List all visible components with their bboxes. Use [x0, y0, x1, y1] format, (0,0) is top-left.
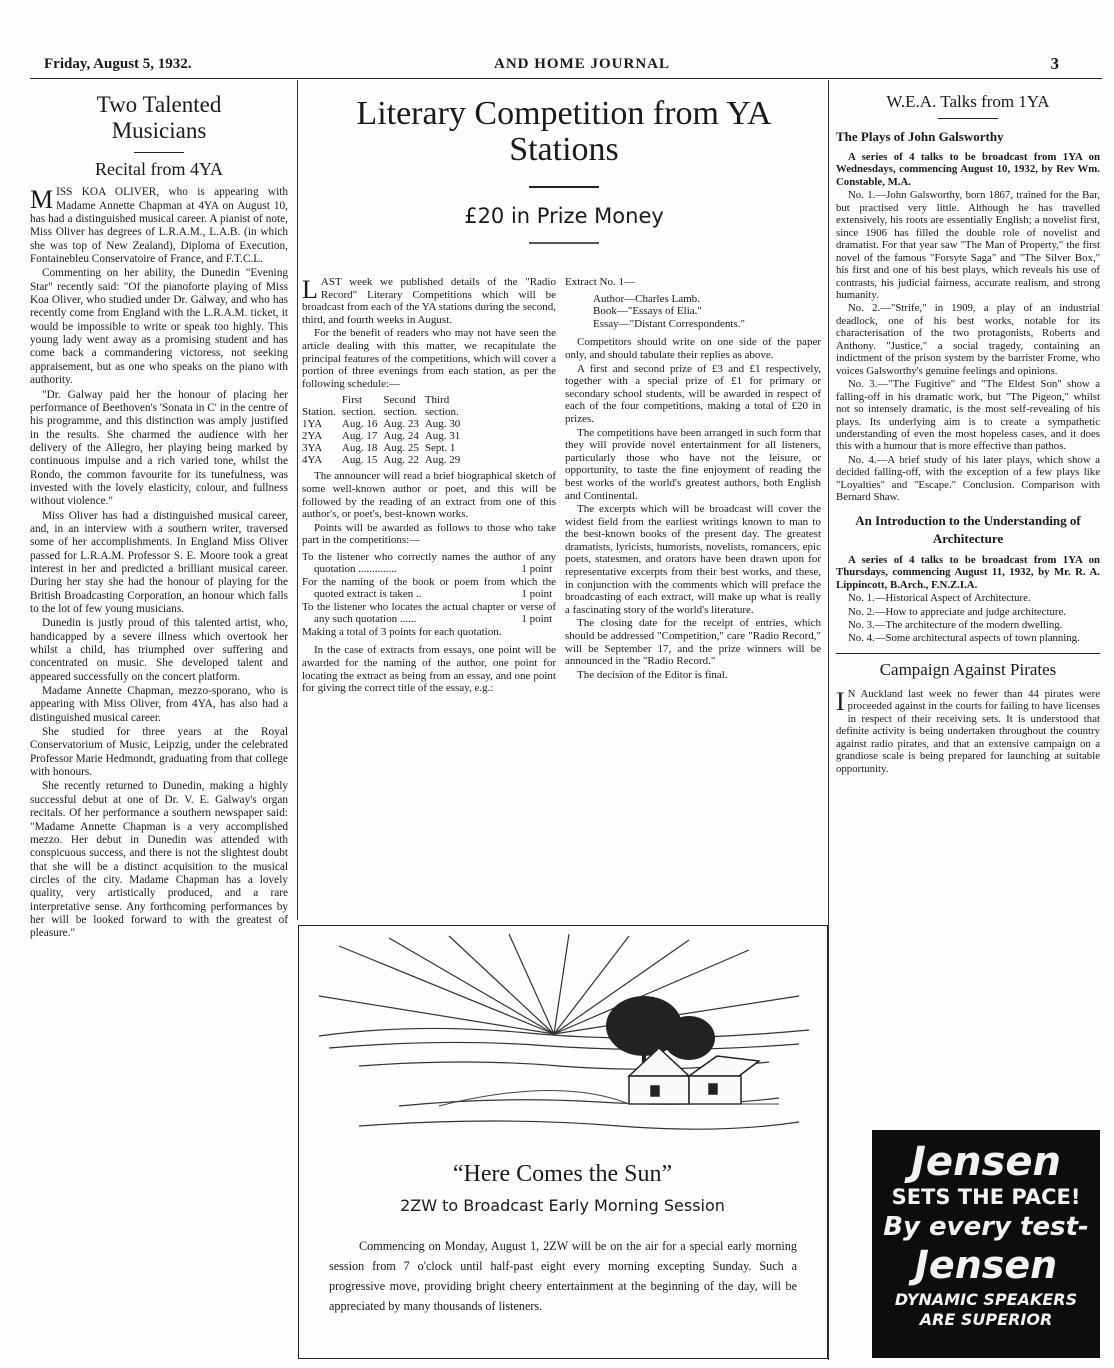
paragraph: Competitors should write on one side of the paper only, and should tabulate their replies as above.: [565, 336, 821, 361]
series-intro: A series of 4 talks to be broadcast from 1YA on Wednesdays, commencing August 10, 1932, by Rev Wm. Constable, M.A.: [836, 151, 1100, 188]
points-description: For the naming of the book or poem from which the quoted extract is taken ..: [302, 575, 556, 601]
paragraph: The announcer will read a brief biographical sketch of some well-known author or poet, and this will be followed by the reading of an extract from one of this author's, or poet's, best-known works.: [302, 470, 556, 521]
talk-item: No. 1.—John Galsworthy, born 1867, trained for the Bar, but practised very little. Although he has travelled extensively, his roots are essentially English; a novelist first, since 1906 has filled the double role of novelist and dramatist. For that year saw "The Man of Property," the first novel of the famous "Forsyte Saga" and "The Silver Box," his first and one of his best plays, which reveals his use of contrasts, his judicial fairness, accurate realism, and strong humanity.: [836, 189, 1100, 301]
paragraph: Miss Oliver has had a distinguished musical career, and, in an interview with a southern writer, traversed some of her accomplishments. In England Miss Oliver passed for L.R.A.M. Professor S. E. Moore took a great interest in her and predicted a brilliant musical career. During her stay she had the honour of playing for the British Broadcasting Corporation, an honour which falls to the lot of few young musicians.: [30, 509, 288, 615]
here-comes-the-sun-box: [298, 925, 828, 1359]
extract-line: Author—Charles Lamb.: [593, 292, 700, 305]
paragraph: ISS KOA OLIVER, who is appearing with Madame Annette Chapman at 4YA on August 10, has had a distinguished musical career. A pianist of note, Miss Oliver has degrees of L.R.A.M., L.A.B. (in which she was top of New Zealand), Diploma of Execution, Fontainebleu Conservatoire of France, and F.T.C.L.: [30, 186, 288, 266]
page-number: 3: [1050, 54, 1059, 73]
issue-date: Friday, August 5, 1932.: [44, 56, 192, 72]
box-title: “Here Comes the Sun”: [452, 1161, 673, 1187]
paragraph: Commenting on her ability, the Dunedin "Evening Star" recently said: "Of the pianoforte playing of Miss Koa Oliver, who studied under Dr. Galway, and who has recently come from England with the L.R.A.M. ticket, it would be impossible to write or speak too highly. This young lady went away as a promising student and has come back a commandering victoress, not seeking appraisement, but as one who speaks on the piano with authority.: [30, 267, 288, 387]
journal-title: AND HOME JOURNAL: [494, 56, 670, 72]
article-title: Two Talented Musicians: [96, 92, 222, 143]
competition-column-1: [302, 276, 556, 696]
points-description: To the listener who locates the actual chapter or verse of any such quotation ......: [302, 600, 556, 626]
points-value: 1 point: [521, 563, 553, 576]
table-row: [302, 454, 466, 466]
table-cell: Aug. 29: [424, 454, 461, 467]
paragraph: Points will be awarded as follows to those who take part in the competitions:—: [302, 521, 556, 547]
brand-logo: Jensen: [911, 1139, 1061, 1185]
table-cell: Aug. 22: [383, 454, 419, 467]
advert-line: DYNAMIC SPEAKERS: [894, 1290, 1078, 1309]
table-row: [302, 418, 466, 430]
paragraph: The decision of the Editor is final.: [577, 668, 728, 681]
advert-line: By every test-: [883, 1212, 1089, 1242]
talk-item: No. 2.—"Strife," in 1909, a play of an industrial deadlock, one of his best works, notable for its characterisation of the two protagonists, Roberts and Anthony. "Justice," a social tragedy, containing an indictment of the prison system by the barrister Frome, who voices Galsworthy's genuine feelings and opinions.: [836, 302, 1100, 377]
title-rule: [134, 152, 184, 153]
table-cell: Aug. 30: [424, 418, 461, 431]
extract-line: Essay—"Distant Correspondents.": [593, 317, 745, 330]
talk-item: No. 1.—Historical Aspect of Architecture.: [848, 592, 1031, 605]
table-cell: 2YA: [302, 430, 323, 443]
paragraph: N Auckland last week no fewer than 44 pirates were proceeded against in the courts for failing to have licenses in respect of their receiving sets. It is understood that definite activity is being undertaken throughout the country against radio pirates, and that an extensive campaign on a grandiose scale is being prepared for launching at suitable opportunity.: [836, 687, 1100, 775]
table-cell: Aug. 25: [383, 442, 419, 455]
points-description: To the listener who correctly names the author of any quotation ..............: [302, 550, 556, 576]
paragraph: A first and second prize of £3 and £1 respectively, together with a special prize of £1 for primary or secondary school students, will be awarded in respect of each of the four competitions, making a total of £20 in prizes.: [565, 362, 821, 425]
table-cell: Aug. 18: [341, 442, 378, 455]
advert-line: SETS THE PACE!: [891, 1185, 1081, 1209]
title-rule: [938, 118, 998, 119]
article-literary-competition-header: [305, 96, 823, 244]
paragraph: She recently returned to Dunedin, making a highly successful debut at one of Dr. V. E. Galway's organ recitals. Of her performance a southern newspaper said: "Madame Annette Chapman is a very accomplished mezzo. Her debut in Dunedin was attended with conspicuous success, and there is not the slightest doubt that she will be a distinct acquisition to the musical circles of the city. Madame Chapman has a lovely quality, very artistically produced, and a rare interpretative sense. Any forthcoming performances by her will be looked forward to with the greatest of pleasure.": [30, 780, 288, 940]
table-header: First: [341, 394, 363, 407]
paragraph: The competitions have been arranged in such form that they will provide novel entertainment for all listeners, particularly those who have not the leisure, or opportunity, to taste the fine enjoyment of reading the best works of the world's greatest authors, both English and Continental.: [565, 426, 821, 502]
points-value: 1 point: [521, 588, 553, 601]
drop-cap: I: [836, 686, 845, 716]
points-list: [302, 551, 556, 639]
article-subtitle: £20 in Prize Money: [464, 204, 664, 228]
table-cell: 1YA: [302, 418, 323, 431]
title-rule: [529, 186, 599, 188]
box-body: Commencing on Monday, August 1, 2ZW will be on the air for a special early morning session from 7 o'clock until half-past eight every morning excepting Sunday. Such a progressive move, providing bright cheery entertainment at the beginning of the day, will be appreciated by many thousands of listeners.: [329, 1239, 797, 1313]
table-cell: 3YA: [302, 442, 323, 455]
drop-cap: L: [302, 275, 318, 304]
table-row: [302, 430, 466, 442]
brand-logo: Jensen: [914, 1243, 1058, 1287]
article-two-talented-musicians: [30, 92, 288, 942]
paragraph: Dunedin is justly proud of this talented artist, who, handicapped by a severe illness which overtook her whilst a child, has triumphed over suffering and concentrated on music. She developed talent and appeared successfully on the concert platform.: [30, 617, 288, 683]
advert-line: ARE SUPERIOR: [919, 1310, 1053, 1329]
column-divider: [828, 80, 829, 1360]
paragraph: For the benefit of readers who may not have seen the article dealing with this matter, we recapitulate the principal features of the competitions, which will cover a portion of three evenings from each station, as per the following schedule:—: [302, 327, 556, 390]
article-subtitle: Recital from 4YA: [95, 159, 223, 179]
table-row: [302, 442, 466, 454]
right-column: [836, 92, 1100, 776]
points-value: 1 point: [521, 613, 553, 626]
table-header: section.: [383, 406, 418, 419]
table-cell: Aug. 23: [383, 418, 419, 431]
extract-line: Book—"Essays of Elia.": [593, 305, 702, 318]
paragraph: In the case of extracts from essays, one point will be awarded for the naming of the author, one point for locating the extract as being from an essay, and one point for giving the correct title of the essay, e.g.:: [302, 644, 556, 695]
table-cell: Aug. 15: [341, 454, 378, 467]
table-cell: 4YA: [302, 454, 323, 467]
subtitle-rule: [529, 242, 599, 244]
table-cell: Aug. 31: [424, 430, 461, 443]
paragraph: "Dr. Galway paid her the honour of placing her performance of Beethoven's 'Sonata in C' in the centre of his programme, and this distinction was amply justified in the results. She charmed the audience with her delivery of the Allegro, her playing being marked by continuous impulse and a rich varied tone, whilst the Rondo, the common favourite for its tunefulness, was invested with the lovely elasticity, colour, and fullness without violence.": [30, 388, 288, 508]
points-item: [302, 551, 556, 576]
table-header: section.: [341, 406, 376, 419]
points-item: [302, 626, 556, 639]
competition-column-2: [565, 276, 821, 682]
drop-cap: M: [30, 185, 54, 215]
section-heading: Campaign Against Pirates: [879, 659, 1057, 679]
section-rule: [836, 653, 1100, 654]
table-cell: Aug. 24: [383, 430, 419, 443]
table-cell: Aug. 17: [341, 430, 378, 443]
points-item: [302, 601, 556, 626]
talk-item: No. 2.—How to appreciate and judge architecture.: [848, 605, 1066, 618]
points-item: [302, 576, 556, 601]
paragraph: She studied for three years at the Royal Conservatorium of Music, Leipzig, under the celebrated Professor Marie Hedmondt, graduating from that college with honours.: [30, 726, 288, 779]
points-description: Making a total of 3 points for each quotation.: [302, 625, 502, 638]
box-subtitle: 2ZW to Broadcast Early Morning Session: [400, 1196, 725, 1215]
table-header-row: [302, 406, 466, 418]
paragraph: Madame Annette Chapman, mezzo-sporano, who is appearing with Miss Oliver, from 4YA, has also had a distinguished musical career.: [30, 685, 288, 724]
extract-example: [565, 293, 821, 331]
table-cell: Aug. 16: [341, 418, 378, 431]
extract-heading: Extract No. 1—: [565, 276, 635, 288]
table-header: [302, 394, 342, 406]
table-header: Second: [383, 394, 416, 407]
section-heading: The Plays of John Galsworthy: [836, 129, 1004, 144]
article-title: Literary Competition from YA Stations: [356, 95, 772, 168]
table-header-row: [302, 394, 466, 406]
article-title: W.E.A. Talks from 1YA: [886, 92, 1050, 111]
page-header: [44, 52, 1079, 78]
paragraph: The closing date for the receipt of entries, which should be addressed "Competition," care "Radio Record," will be September 17, and the prize winners will be announced in the "Radio Record.": [565, 617, 821, 668]
table-header: Station.: [302, 406, 336, 419]
sunrise-cottage-illustration: [299, 926, 826, 1151]
talk-item: No. 4.—A brief study of his later plays, which show a decided falling-off, with the exception of a few plays like "Loyalties" and "Escape." Conclusion. Comparison with Bernard Shaw.: [836, 453, 1100, 504]
broadcast-schedule-table: [302, 394, 466, 466]
paragraph: AST week we published details of the "Radio Record" Literary Competitions which will be broadcast from each of the YA stations during the second, third, and fourth weeks in August.: [302, 276, 556, 326]
table-header: Third: [424, 394, 450, 407]
talk-item: No. 4.—Some architectural aspects of town planning.: [848, 632, 1080, 645]
talk-item: No. 3.—"The Fugitive" and "The Eldest Son" show a falling-off in his dramatic work, but "The Pigeon," whilst not so intensely dramatic, is the most self-revealing of his plays. Its underlying aim is to create a sympathetic understanding of even the most hopeless cases, and it does this with a humour that is more effective than pathos.: [836, 378, 1100, 453]
table-cell: Sept. 1: [424, 442, 456, 455]
section-heading: An Introduction to the Understanding of Architecture: [855, 512, 1081, 546]
talk-item: No. 3.—The architecture of the modern dwelling.: [848, 618, 1063, 631]
paragraph: The excerpts which will be broadcast will cover the widest field from the earliest writings known to man to the best-known books of the present day. The greatest dramatists, lyricists, humorists, novelists, romancers, epic poets, statesmen, and orators have been drawn upon for representative excerpts from their best works, and these, in conjunction with the comments which will preface the broadcasting of each extract, will make up what is really a fascinating story of the world's literature.: [565, 503, 821, 616]
column-divider: [297, 80, 298, 920]
header-rule: [30, 78, 1102, 79]
jensen-speakers-advert: [872, 1130, 1100, 1358]
series-intro: A series of 4 talks to be broadcast from 1YA on Thursdays, commencing August 11, 1932, by Mr. R. A. Lippincott, B.Arch., F.N.Z.I.A.: [836, 553, 1100, 591]
table-header: section.: [424, 406, 459, 419]
